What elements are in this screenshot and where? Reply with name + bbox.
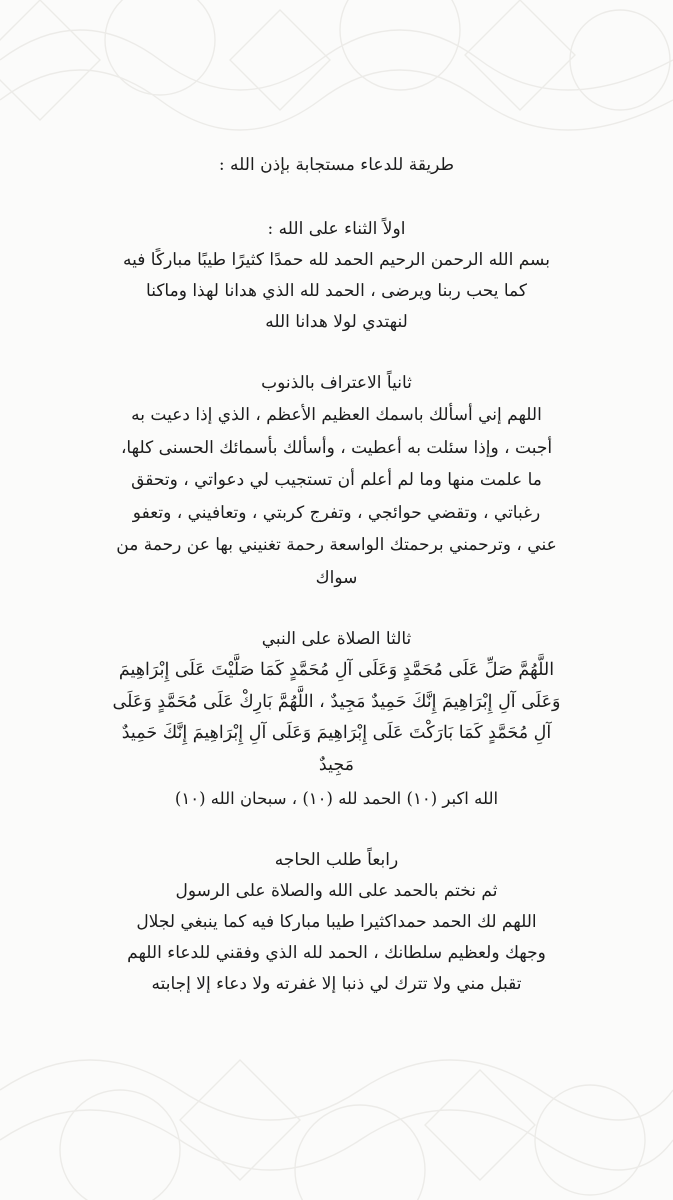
section-heading: ثالثا الصلاة على النبي (261, 629, 412, 649)
section-salawat (30, 624, 643, 815)
text-line: وَعَلَى آلِ إِبْرَاهِيمَ إِنَّكَ حَمِيدٌ مَجِيدٌ ، اللَّهُمَّ بَارِكْ عَلَى مُحَمَّدٍ وَعَلَى (112, 691, 561, 712)
dhikr-line: الله اكبر (١٠) الحمد لله (١٠) ، سبحان الله (١٠) (174, 789, 499, 808)
section-heading: اولاً الثناء على الله : (267, 219, 406, 239)
text-line: ما علمت منها وما لم أعلم أن تستجيب لي دعواتي ، وتحقق (131, 470, 542, 490)
text-line: رغباتي ، وتقضي حوائجي ، وتفرج كربتي ، وتعافيني ، وتعفو (132, 502, 541, 523)
decorative-pattern-top (0, 0, 673, 150)
text-line: ثم نختم بالحمد على الله والصلاة على الرسول (175, 880, 498, 901)
section-heading: ثانياً الاعتراف بالذنوب (261, 373, 412, 393)
text-line: مَجِيدٌ (318, 754, 355, 775)
text-line: لنهتدي لولا هدانا الله (265, 312, 408, 332)
decorative-pattern-bottom (0, 1000, 673, 1200)
text-line: سواك (315, 567, 358, 588)
text-line: بسم الله الرحمن الرحيم الحمد لله حمدًا كثيرًا طيبًا مباركًا فيه (123, 250, 550, 270)
text-line: اللهم لك الحمد حمداكثيرا طيبا مباركا فيه كما ينبغي لجلال (136, 911, 537, 932)
text-line: آلِ مُحَمَّدٍ كَمَا بَارَكْتَ عَلَى إِبْرَاهِيمَ وَعَلَى آلِ إِبْرَاهِيمَ إِنَّكَ حَمِيدٌ (121, 723, 552, 743)
text-line: اللهم إني أسألك باسمك العظيم الأعظم ، الذي إذا دعيت به (131, 405, 542, 425)
text-line: وجهك ولعظيم سلطانك ، الحمد لله الذي وفقني للدعاء اللهم (127, 942, 546, 963)
text-line: اللَّهُمَّ صَلِّ عَلَى مُحَمَّدٍ وَعَلَى آلِ مُحَمَّدٍ كَمَا صَلَّيْتَ عَلَى إِبْرَاهِيمَ (118, 660, 555, 680)
text-line: كما يحب ربنا ويرضى ، الحمد لله الذي هدانا لهذا وماكنا (146, 281, 527, 301)
section-praise (30, 214, 643, 338)
text-line: أجبت ، وإذا سئلت به أعطيت ، وأسألك بأسمائك الحسنى كلها، (120, 437, 553, 458)
text-line: عني ، وترحمني برحمتك الواسعة رحمة تغنيني بها عن رحمة من (116, 535, 557, 555)
section-heading: رابعاً طلب الحاجه (274, 849, 399, 870)
text-line: تقبل مني ولا تترك لي ذنبا إلا غفرته ولا دعاء إلا إجابته (151, 973, 522, 994)
section-request (30, 845, 643, 1000)
page-title: طريقة للدعاء مستجابة بإذن الله : (218, 155, 455, 175)
dua-document (30, 150, 643, 1030)
section-confession (30, 368, 643, 594)
